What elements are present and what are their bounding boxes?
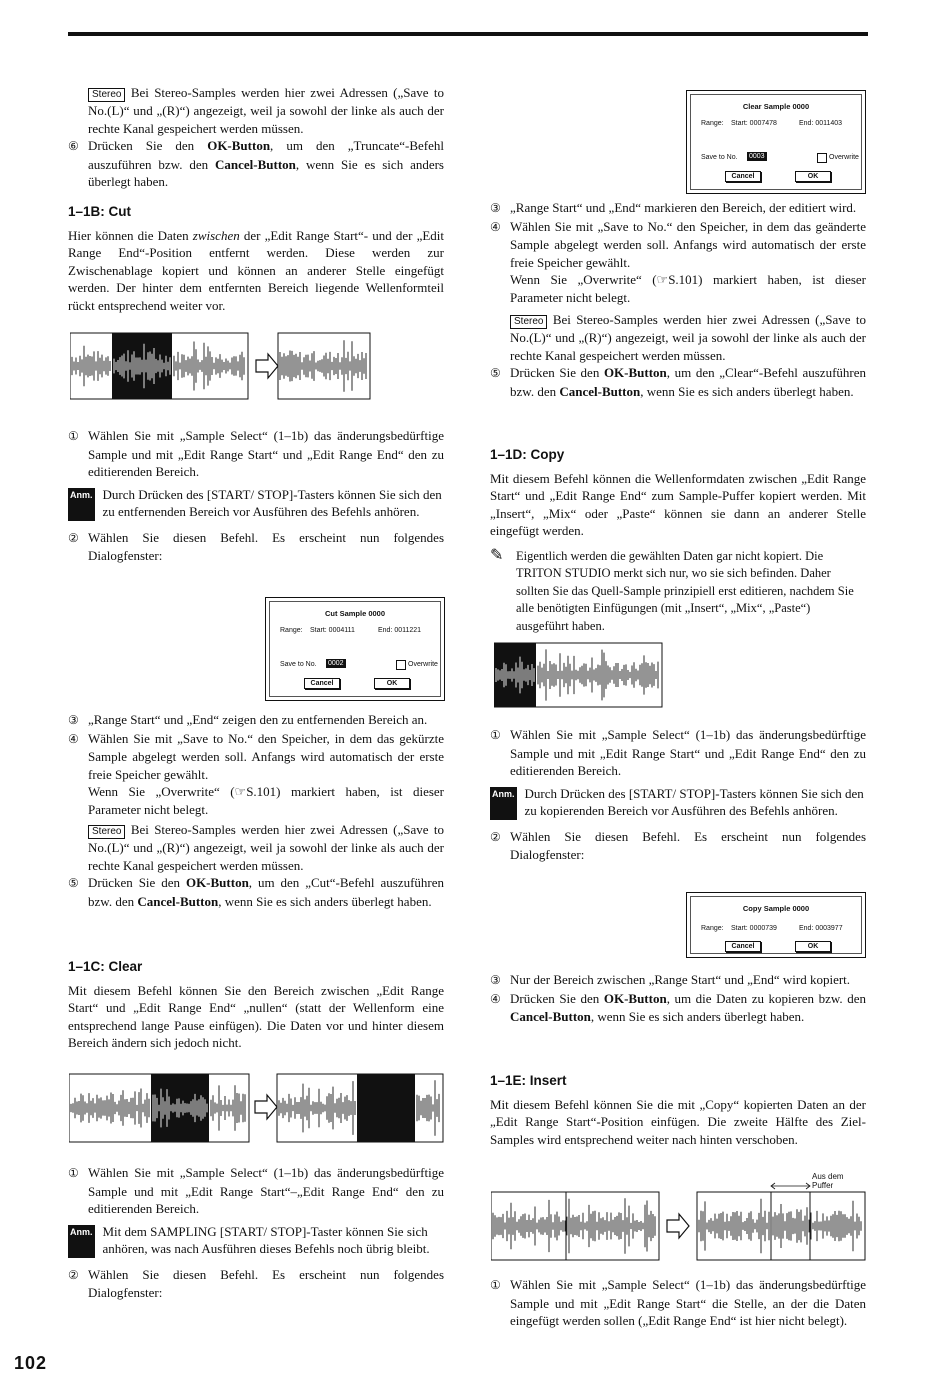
intro-emphasis: zwischen <box>192 227 240 243</box>
cancel-button[interactable]: Cancel <box>304 678 340 689</box>
step-number: ⑤ <box>68 876 79 890</box>
step-number: ② <box>490 829 501 844</box>
stereo-text: Bei Stereo-Samples werden hier zwei Adressen („Save to No.(L)“ und „(R)“) angezeigt, weil ja sowohl der linke als auch der rechte Kanal gespeichert werden müssen. <box>88 85 444 136</box>
cut-step-4 <box>68 730 444 784</box>
insert-section <box>490 1072 866 1149</box>
clear-intro: Mit diesem Befehl können Sie den Bereich zwischen „Edit Range Start“ und „Edit Range End“ „nullen“ (statt der Wellenform eine entsprechend lange Pause einfügen). Die Daten vor und hinter diesem Bereich ändern sich jedoch nicht. <box>68 982 444 1050</box>
range-label: Range: <box>701 925 724 932</box>
step-number: ① <box>68 1166 79 1180</box>
step-text: Drücken Sie den <box>510 990 604 1006</box>
copy-step-1 <box>490 726 866 780</box>
step-number: ④ <box>68 731 79 746</box>
step-text: Drücken Sie den <box>510 365 604 380</box>
note-text: Eigentlich werden die gewählten Daten gar nicht kopiert. Die TRITON STUDIO merkt sich nur, wo sie sich befinden. Daher sollten Sie das Quell-Sample prinzipiell erst editieren, nachdem Sie alle benötigten Einfügungen (mit „Insert“, „Mix“, „Paste“) ausgeführt haben. <box>516 548 854 633</box>
stereo-tag: Stereo <box>88 825 125 839</box>
anm-badge: Anm. <box>490 787 517 820</box>
cut-anm-note <box>68 486 444 521</box>
range-label: Range: <box>701 120 724 127</box>
step-text: Drücken Sie den <box>88 875 186 890</box>
stereo-note-1 <box>68 84 444 137</box>
step-text: , wenn Sie es sich anders überlegt haben. <box>590 1009 805 1024</box>
anm-badge: Anm. <box>68 1225 95 1258</box>
ok-button[interactable]: OK <box>795 941 831 952</box>
overwrite-checkbox[interactable] <box>396 660 406 670</box>
range-label: Range: <box>280 627 303 634</box>
cut-heading: 1–1B: Cut <box>68 204 132 219</box>
cancel-button-ref: Cancel-Button <box>559 383 641 399</box>
cut-step-1 <box>68 427 444 481</box>
cut-step-3 <box>68 711 444 730</box>
step-number: ⑥ <box>68 139 79 153</box>
overwrite-label: Overwrite <box>408 661 438 668</box>
copy-steps <box>490 726 866 864</box>
dialog-title: Clear Sample 0000 <box>742 102 810 111</box>
step-number: ② <box>68 530 79 545</box>
cut-step-5 <box>68 874 444 910</box>
step-text: Wählen Sie diesen Befehl. Es erscheint nun folgendes Dialogfenster: <box>88 529 444 563</box>
range-start: Start: 0004111 <box>310 627 355 634</box>
step-text: Wählen Sie mit „Save to No.“ den Speicher, in dem das geänderte Sample abgelegt werden soll. Anfangs wird automatisch der erste freie Speicher gewählt. <box>510 218 866 270</box>
cut-steps <box>68 427 444 565</box>
intro-text: der „Edit Range Start“- und der „Edit Range End“-Position entfernt werden. Diese werden zur Zwischenablage kopiert und können an anderer Stelle eingefügt werden. Der hinter dem entfernten Bereich liegende Wellenformteil rückt entsprechend weiter vor. <box>68 227 444 313</box>
copy-waveform-illustration <box>494 642 666 708</box>
clear-waveform-illustration <box>69 1072 445 1144</box>
step-text: , um die Daten zu kopieren bzw. den <box>666 990 867 1006</box>
clear-anm-note <box>68 1223 444 1258</box>
clear-sample-dialog <box>686 90 866 194</box>
save-to-value[interactable]: 0002 <box>328 660 344 667</box>
step-number: ① <box>490 1278 501 1292</box>
copy-step-2 <box>490 828 866 864</box>
step-number: ④ <box>490 991 501 1006</box>
left-column <box>68 84 444 191</box>
stereo-note-3 <box>490 311 866 364</box>
clear-step-5 <box>490 364 866 400</box>
anm-text: Durch Drücken des [START/ STOP]-Tasters können Sie sich den zu kopierenden Bereich vor Ausführen des Befehls anhören. <box>524 785 864 818</box>
cancel-button[interactable]: Cancel <box>725 171 761 182</box>
range-start: Start: 0007478 <box>731 120 777 127</box>
stereo-note-2 <box>68 821 444 874</box>
ok-button[interactable]: OK <box>795 171 831 182</box>
stereo-text: Bei Stereo-Samples werden hier zwei Adressen („Save to No.(L)“ und „(R)“) angezeigt, weil ja sowohl der linke als auch der rechte Kanal gespeichert werden müssen. <box>88 822 444 873</box>
step-text: , um den „Clear“-Befehl auszuführen bzw. den <box>510 365 866 399</box>
cut-section <box>68 203 444 315</box>
step-number: ② <box>68 1267 79 1282</box>
step-text: , um den „Truncate“-Befehl auszuführen bzw. den <box>88 138 444 172</box>
clear-steps-right <box>490 199 866 400</box>
intro-text: Hier können die Daten <box>68 227 193 243</box>
dialog-frame <box>690 94 862 190</box>
step-text: Wählen Sie mit „Save to No.“ den Speicher, in dem das gekürzte Sample abgelegt werden soll. Anfangs wird automatisch der erste freie Speicher gewählt. <box>88 730 444 782</box>
pencil-icon: ✎ <box>490 546 504 564</box>
range-end: End: 0011403 <box>799 120 843 127</box>
step-text: , wenn Sie es sich anders überlegt haben. <box>218 893 432 909</box>
step-number: ① <box>68 429 79 443</box>
range-end: End: 0011221 <box>378 627 422 634</box>
cut-step-2 <box>68 529 444 565</box>
anm-badge: Anm. <box>68 488 95 521</box>
step-text: Wählen Sie mit „Sample Select“ (1–1b) das änderungsbedürftige Sample und mit „Edit Range Start“ und „Edit Range End“ den zu editierenden Bereich. <box>88 428 444 479</box>
save-to-label: Save to No. <box>280 661 317 668</box>
ok-button-ref: OK-Button <box>185 875 249 890</box>
stereo-text: Bei Stereo-Samples werden hier zwei Adressen („Save to No.(L)“ und „(R)“) angezeigt, weil ja sowohl der linke als auch der rechte Kanal gespeichert werden müssen. <box>510 312 866 363</box>
clear-steps <box>68 1164 444 1302</box>
cut-intro <box>68 227 444 315</box>
step-text: , wenn Sie es sich anders überlegt haben. <box>640 383 854 399</box>
copy-intro: Mit diesem Befehl können die Wellenformdaten zwischen „Edit Range Start“ und „Edit Range End“ zum Sample-Puffer kopiert werden. Mit „Insert“, „Mix“ oder „Paste“ können sie dann an anderer Stelle eingefügt werden. <box>490 470 866 538</box>
anm-text: Mit dem SAMPLING [START/ STOP]-Taster können Sie sich anhören, was nach Ausführen dieses Befehls noch übrig bleibt. <box>102 1223 430 1256</box>
dialog-frame <box>269 601 441 697</box>
cancel-button-ref: Cancel-Button <box>137 893 219 909</box>
insert-heading: 1–1E: Insert <box>490 1073 567 1088</box>
clear-step-4 <box>490 218 866 272</box>
copy-heading: 1–1D: Copy <box>490 447 565 462</box>
step-text: Wählen Sie mit „Sample Select“ (1–1b) das änderungsbedürftige Sample und mit „Edit Range Start“ und „Edit Range End“ den zu editierenden Bereich. <box>510 727 866 778</box>
step-text: , wenn Sie es sich anders überlegt haben. <box>88 156 444 189</box>
clear-step-4-note: Wenn Sie „Overwrite“ (☞S.101) markiert haben, ist dieser Parameter nicht belegt. <box>510 272 866 305</box>
step-number: ④ <box>490 219 501 234</box>
range-start: Start: 0000739 <box>731 925 777 932</box>
step-text: Wählen Sie diesen Befehl. Es erscheint nun folgendes Dialogfenster: <box>510 828 866 862</box>
save-to-value[interactable]: 0003 <box>749 153 765 160</box>
cut-sample-dialog <box>265 597 445 701</box>
step-text: „Range Start“ und „End“ markieren den Bereich, der editiert wird. <box>510 200 857 215</box>
overwrite-label: Overwrite <box>829 154 859 161</box>
save-to-label: Save to No. <box>701 154 738 161</box>
copy-anm-note <box>490 785 866 820</box>
top-rule <box>68 32 868 36</box>
clear-heading: 1–1C: Clear <box>68 959 143 974</box>
step-number: ③ <box>68 713 79 727</box>
step-number: ⑤ <box>490 366 501 380</box>
dialog-frame <box>690 896 862 954</box>
step-text: Wählen Sie diesen Befehl. Es erscheint nun folgendes Dialogfenster: <box>88 1266 444 1300</box>
ok-button-ref: OK-Button <box>207 138 271 153</box>
copy-sample-dialog <box>686 892 866 958</box>
copy-step-4 <box>490 990 866 1026</box>
clear-step-1 <box>68 1164 444 1218</box>
ok-button-ref: OK-Button <box>603 990 667 1006</box>
stereo-tag: Stereo <box>510 315 547 329</box>
clear-step-3 <box>490 199 866 218</box>
clear-step-2 <box>68 1266 444 1302</box>
dialog-title: Cut Sample 0000 <box>324 609 386 618</box>
range-end: End: 0003977 <box>799 925 843 932</box>
copy-step-3 <box>490 971 866 990</box>
step-text: Drücken Sie den <box>88 138 208 153</box>
insert-steps <box>490 1276 866 1330</box>
dialog-title: Copy Sample 0000 <box>742 904 810 913</box>
step-number: ③ <box>490 973 501 987</box>
cut-steps-continued <box>68 711 444 910</box>
overwrite-checkbox[interactable] <box>817 153 827 163</box>
insert-waveform-illustration <box>491 1178 867 1264</box>
step-number: ① <box>490 728 501 742</box>
step-6 <box>68 137 444 191</box>
step-text: Wählen Sie mit „Sample Select“ (1–1b) das änderungsbedürftige Sample und mit „Edit Range Start“ die Stelle, an der die Daten eingefügt werden sollen („Edit Range End“ ist hier nicht belegt). <box>510 1277 866 1328</box>
anm-text: Durch Drücken des [START/ STOP]-Tasters können Sie sich den zu entfernenden Bereich vor Ausführen des Befehls anhören. <box>102 486 442 519</box>
ok-button[interactable]: OK <box>374 678 410 689</box>
step-text: Wählen Sie mit „Sample Select“ (1–1b) das änderungsbedürftige Sample und mit „Edit Range Start“–„Edit Range End“ den zu editierenden Bereich. <box>88 1165 444 1216</box>
ok-button-ref: OK-Button <box>603 365 667 380</box>
copy-section <box>490 446 866 635</box>
step-text: , um den „Cut“-Befehl auszuführen bzw. den <box>88 875 445 909</box>
cancel-button-ref: Cancel-Button <box>510 1009 591 1024</box>
step-text: Nur der Bereich zwischen „Range Start“ und „End“ wird kopiert. <box>510 972 851 987</box>
step-number: ③ <box>490 201 501 215</box>
insert-intro: Mit diesem Befehl können Sie die mit „Copy“ kopierten Daten an der „Edit Range Start“-Position einfügen. Die zweite Hälfte des Ziel-Samples wird entsprechend weiter nach hinten verschoben. <box>490 1096 866 1147</box>
cut-waveform-illustration <box>70 330 376 402</box>
page-number: 102 <box>14 1353 48 1373</box>
from-buffer-label: Aus dem Puffer <box>812 1172 844 1190</box>
insert-step-1 <box>490 1276 866 1330</box>
stereo-tag: Stereo <box>88 88 125 102</box>
copy-note <box>490 548 866 636</box>
copy-steps-continued <box>490 971 866 1026</box>
step-text: „Range Start“ und „End“ zeigen den zu entfernenden Bereich an. <box>88 712 428 727</box>
clear-section <box>68 958 444 1053</box>
cut-step-4-note: Wenn Sie „Overwrite“ (☞S.101) markiert haben, ist dieser Parameter nicht belegt. <box>88 784 444 817</box>
cancel-button[interactable]: Cancel <box>725 941 761 952</box>
cancel-button-ref: Cancel-Button <box>215 156 296 172</box>
